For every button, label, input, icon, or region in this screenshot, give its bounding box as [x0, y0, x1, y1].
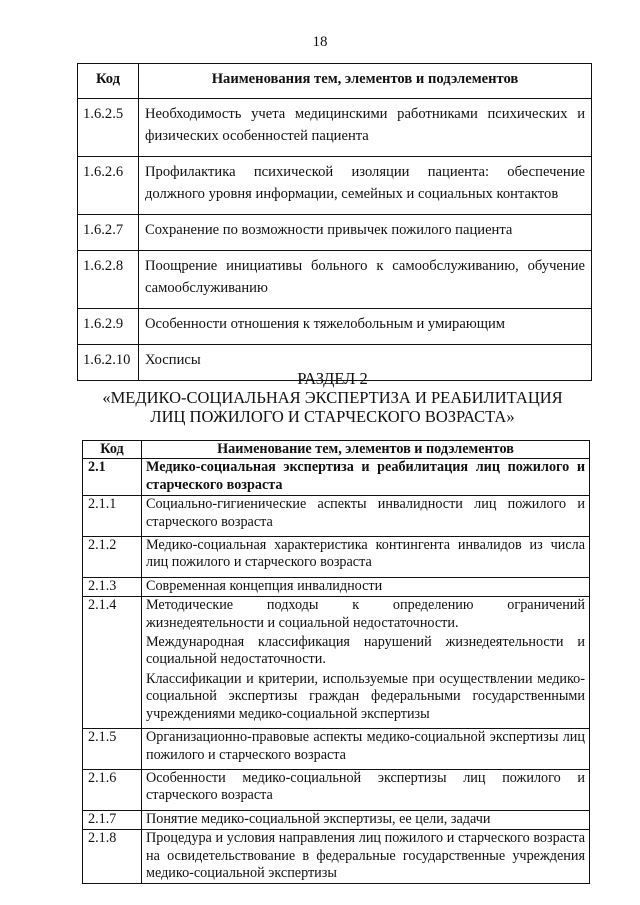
row-text: Современная концепция инвалидности — [142, 577, 590, 596]
row-code: 2.1.1 — [83, 496, 142, 537]
row-text: Особенности медико-социальной экспертизы лиц пожилого и старческого возраста — [142, 769, 590, 810]
row-text: Поощрение инициативы больного к самообслуживанию, обучение самообслуживанию — [139, 251, 592, 309]
table-row — [83, 769, 590, 810]
row-paragraph: Классификации и критерии, используемые при осуществлении медико-социальной экспертизы граждан федеральными государственными учреждениями медико-социальной экспертизы — [146, 670, 585, 722]
table-row — [83, 597, 590, 729]
row-code: 1.6.2.10 — [78, 345, 139, 381]
table-row — [78, 215, 592, 251]
section-title-line-1: «МЕДИКО-СОЦИАЛЬНАЯ ЭКСПЕРТИЗА И РЕАБИЛИТАЦИЯ — [102, 388, 563, 407]
row-text: Сохранение по возможности привычек пожилого пациента — [139, 215, 592, 251]
table-row — [83, 537, 590, 578]
table-header-row — [83, 441, 590, 459]
row-text: Социально-гигиенические аспекты инвалидности лиц пожилого и старческого возраста — [142, 496, 590, 537]
row-code: 2.1.7 — [83, 810, 142, 829]
table-row — [83, 496, 590, 537]
section-title-line-2: ЛИЦ ПОЖИЛОГО И СТАРЧЕСКОГО ВОЗРАСТА» — [150, 407, 515, 426]
row-code: 1.6.2.8 — [78, 251, 139, 309]
row-text: Особенности отношения к тяжелобольным и умирающим — [139, 309, 592, 345]
row-text: Профилактика психической изоляции пациента: обеспечение должного уровня информации, семейных и социальных контактов — [139, 157, 592, 215]
curriculum-table-section-1 — [77, 63, 592, 381]
row-code: 2.1.3 — [83, 577, 142, 596]
column-header-name: Наименование тем, элементов и подэлементов — [142, 441, 590, 459]
table-row — [83, 459, 590, 496]
row-code: 2.1.4 — [83, 597, 142, 729]
row-text-multi — [142, 597, 590, 729]
row-text: Организационно-правовые аспекты медико-социальной экспертизы лиц пожилого и старческого возраста — [142, 729, 590, 770]
table-row — [78, 157, 592, 215]
row-code: 2.1.6 — [83, 769, 142, 810]
column-header-code: Код — [78, 64, 139, 99]
table-row — [78, 99, 592, 157]
column-header-code: Код — [83, 441, 142, 459]
table-header-row — [78, 64, 592, 99]
table-row — [83, 729, 590, 770]
row-paragraph: Методические подходы к определению ограничений жизнедеятельности и социальной недостаточности. — [146, 597, 585, 631]
row-code: 1.6.2.6 — [78, 157, 139, 215]
curriculum-table-section-2 — [82, 440, 590, 884]
section-label: РАЗДЕЛ 2 — [297, 369, 368, 388]
row-paragraph: Международная классификация нарушений жизнедеятельности и социальной недостаточности. — [146, 634, 585, 668]
row-code: 1.6.2.9 — [78, 309, 139, 345]
table-row — [83, 577, 590, 596]
row-text: Понятие медико-социальной экспертизы, ее цели, задачи — [142, 810, 590, 829]
row-code: 2.1.5 — [83, 729, 142, 770]
table-row — [83, 810, 590, 829]
page-number: 18 — [312, 34, 328, 50]
row-code: 2.1.2 — [83, 537, 142, 578]
table-row — [78, 309, 592, 345]
row-text: Необходимость учета медицинскими работниками психических и физических особенностей пациента — [139, 99, 592, 157]
column-header-name: Наименования тем, элементов и подэлементов — [139, 64, 592, 99]
table-row — [83, 830, 590, 884]
row-text: Хосписы — [139, 345, 592, 381]
row-text: Процедура и условия направления лиц пожилого и старческого возраста на освидетельствование в федеральные государственные учреждения медико-социальной экспертизы — [142, 830, 590, 884]
row-text: Медико-социальная экспертиза и реабилитация лиц пожилого и старческого возраста — [142, 459, 590, 496]
row-code: 1.6.2.5 — [78, 99, 139, 157]
row-text: Медико-социальная характеристика контингента инвалидов из числа лиц пожилого и старческого возраста — [142, 537, 590, 578]
row-code: 1.6.2.7 — [78, 215, 139, 251]
row-code: 2.1.8 — [83, 830, 142, 884]
row-code: 2.1 — [83, 459, 142, 496]
table-row — [78, 251, 592, 309]
